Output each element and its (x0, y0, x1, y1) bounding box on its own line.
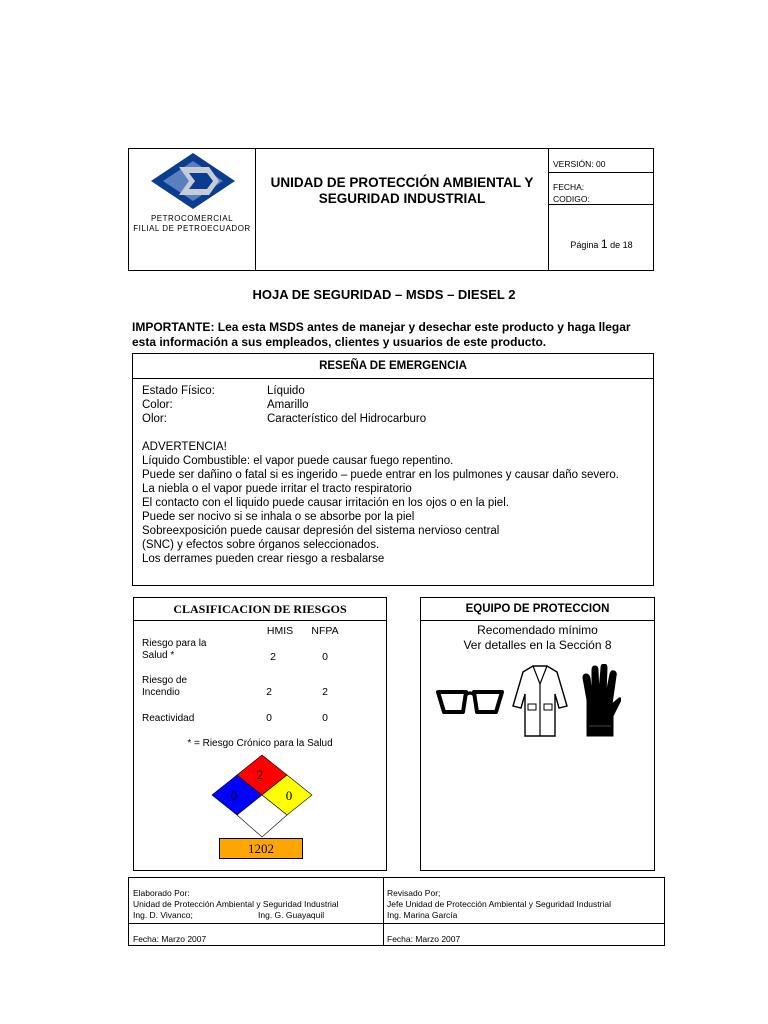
footer-divider (129, 923, 664, 924)
document-footer (128, 877, 665, 946)
prepared-date: Fecha: Marzo 2007 (133, 934, 207, 944)
warning-line: Los derrames pueden crear riesgo a resbalarse (142, 553, 385, 565)
warning-list (142, 440, 619, 566)
company-name-line: PETROCOMERCIAL (150, 214, 234, 223)
color-value: Amarillo (267, 399, 309, 411)
chronic-risk-footnote: * = Riesgo Crónico para la Salud (187, 738, 333, 749)
warning-line: El contacto con el liquido puede causar irritación en los ojos o en la piel. (142, 497, 509, 509)
reactivity-hmis-value: 0 (266, 712, 272, 724)
state-label: Estado Físico: (142, 385, 215, 397)
risk-heading: CLASIFICACION DE RIESGOS (134, 598, 386, 621)
safety-glasses-icon (436, 686, 504, 718)
protection-notes (421, 623, 654, 653)
health-risk-label-line: Riesgo para la (142, 638, 207, 649)
nfpa-diamond-icon (210, 753, 314, 841)
warning-line: Líquido Combustible: el vapor puede causar fuego repentino. (142, 455, 454, 467)
un-number-placard: 1202 (219, 838, 303, 859)
company-name (129, 214, 255, 234)
health-risk-label (142, 638, 206, 662)
odor-label: Olor: (142, 413, 167, 425)
prepared-by-name: Ing. D. Vivanco; (133, 910, 193, 920)
risk-classification-section (133, 597, 387, 871)
reviewed-by-label: Revisado Por; (387, 888, 441, 898)
health-hmis-value: 2 (270, 651, 276, 663)
warning-line: Puede ser dañino o fatal si es ingerido – puede entrar en los pulmones y causar daño severo. (142, 469, 619, 481)
color-label: Color: (142, 399, 173, 411)
lab-coat-icon (511, 664, 569, 738)
page-indicator (549, 237, 654, 251)
reactivity-label: Reactividad (142, 713, 195, 724)
company-subtitle-line: FILIAL DE PETROECUADOR (133, 224, 251, 233)
unit-title: UNIDAD DE PROTECCIÓN AMBIENTAL Y SEGURIDAD INDUSTRIAL (270, 175, 534, 206)
document-header (128, 148, 654, 271)
nfpa-column-header: NFPA (311, 625, 339, 637)
header-divider (548, 149, 549, 270)
protection-note-line: Recomendado mínimo (477, 623, 598, 637)
warning-line: La niebla o el vapor puede irritar el tracto respiratorio (142, 483, 412, 495)
version-field: VERSIÓN: 00 (553, 159, 606, 169)
warning-line: Sobreexposición puede causar depresión del sistema nervioso central (142, 525, 500, 537)
emergency-heading: RESEÑA DE EMERGENCIA (133, 354, 653, 379)
protection-equipment-section (420, 597, 655, 871)
nfpa-reactivity-value: 0 (285, 788, 293, 803)
important-notice: IMPORTANTE: Lea esta MSDS antes de manejar y desechar este producto y haga llegar esta información a sus empleados, clientes y usuarios de este producto. (132, 320, 631, 349)
state-value: Líquido (267, 385, 305, 397)
fire-risk-label-line: Riesgo de (142, 675, 188, 686)
header-divider (549, 172, 654, 173)
health-nfpa-value: 0 (322, 651, 328, 663)
protection-heading: EQUIPO DE PROTECCION (421, 598, 654, 621)
warning-line: Puede ser nocivo si se inhala o se absorbe por la piel (142, 511, 415, 523)
prepared-by-name: Ing. G. Guayaquil (258, 910, 325, 920)
page-total: de 18 (610, 240, 633, 250)
reviewed-by-name: Ing. Marina García (387, 910, 458, 920)
fire-nfpa-value: 2 (322, 686, 328, 698)
prepared-by-unit: Unidad de Protección Ambiental y Seguridad Industrial (133, 899, 339, 909)
footer-divider (383, 878, 384, 945)
date-field: FECHA: (553, 182, 585, 192)
fire-hmis-value: 2 (266, 686, 272, 698)
page-prefix: Página (570, 240, 599, 250)
header-divider (255, 149, 256, 270)
reviewed-date: Fecha: Marzo 2007 (387, 934, 461, 944)
odor-value: Característico del Hidrocarburo (267, 413, 427, 425)
reactivity-nfpa-value: 0 (322, 712, 328, 724)
protection-note-line: Ver detalles en la Sección 8 (463, 638, 612, 652)
reviewed-by-unit: Jefe Unidad de Protección Ambiental y Seguridad Industrial (387, 899, 611, 909)
glove-icon (579, 664, 621, 738)
fire-risk-label (142, 675, 187, 699)
code-field: CODIGO: (553, 194, 590, 204)
fire-risk-label-line: Incendio (142, 687, 180, 698)
emergency-section (132, 353, 654, 586)
warning-line: (SNC) y efectos sobre órganos seleccionados. (142, 539, 380, 551)
company-logo-icon (149, 151, 239, 213)
hmis-column-header: HMIS (266, 625, 294, 637)
document-title: HOJA DE SEGURIDAD – MSDS – DIESEL 2 (252, 287, 516, 302)
nfpa-fire-value: 2 (256, 767, 264, 782)
health-risk-label-line: Salud * (142, 650, 175, 661)
nfpa-health-value: 0 (230, 788, 238, 803)
page-number: 1 (600, 237, 608, 251)
warning-line: ADVERTENCIA! (142, 441, 227, 453)
header-divider (549, 204, 654, 205)
prepared-by-label: Elaborado Por: (133, 888, 190, 898)
